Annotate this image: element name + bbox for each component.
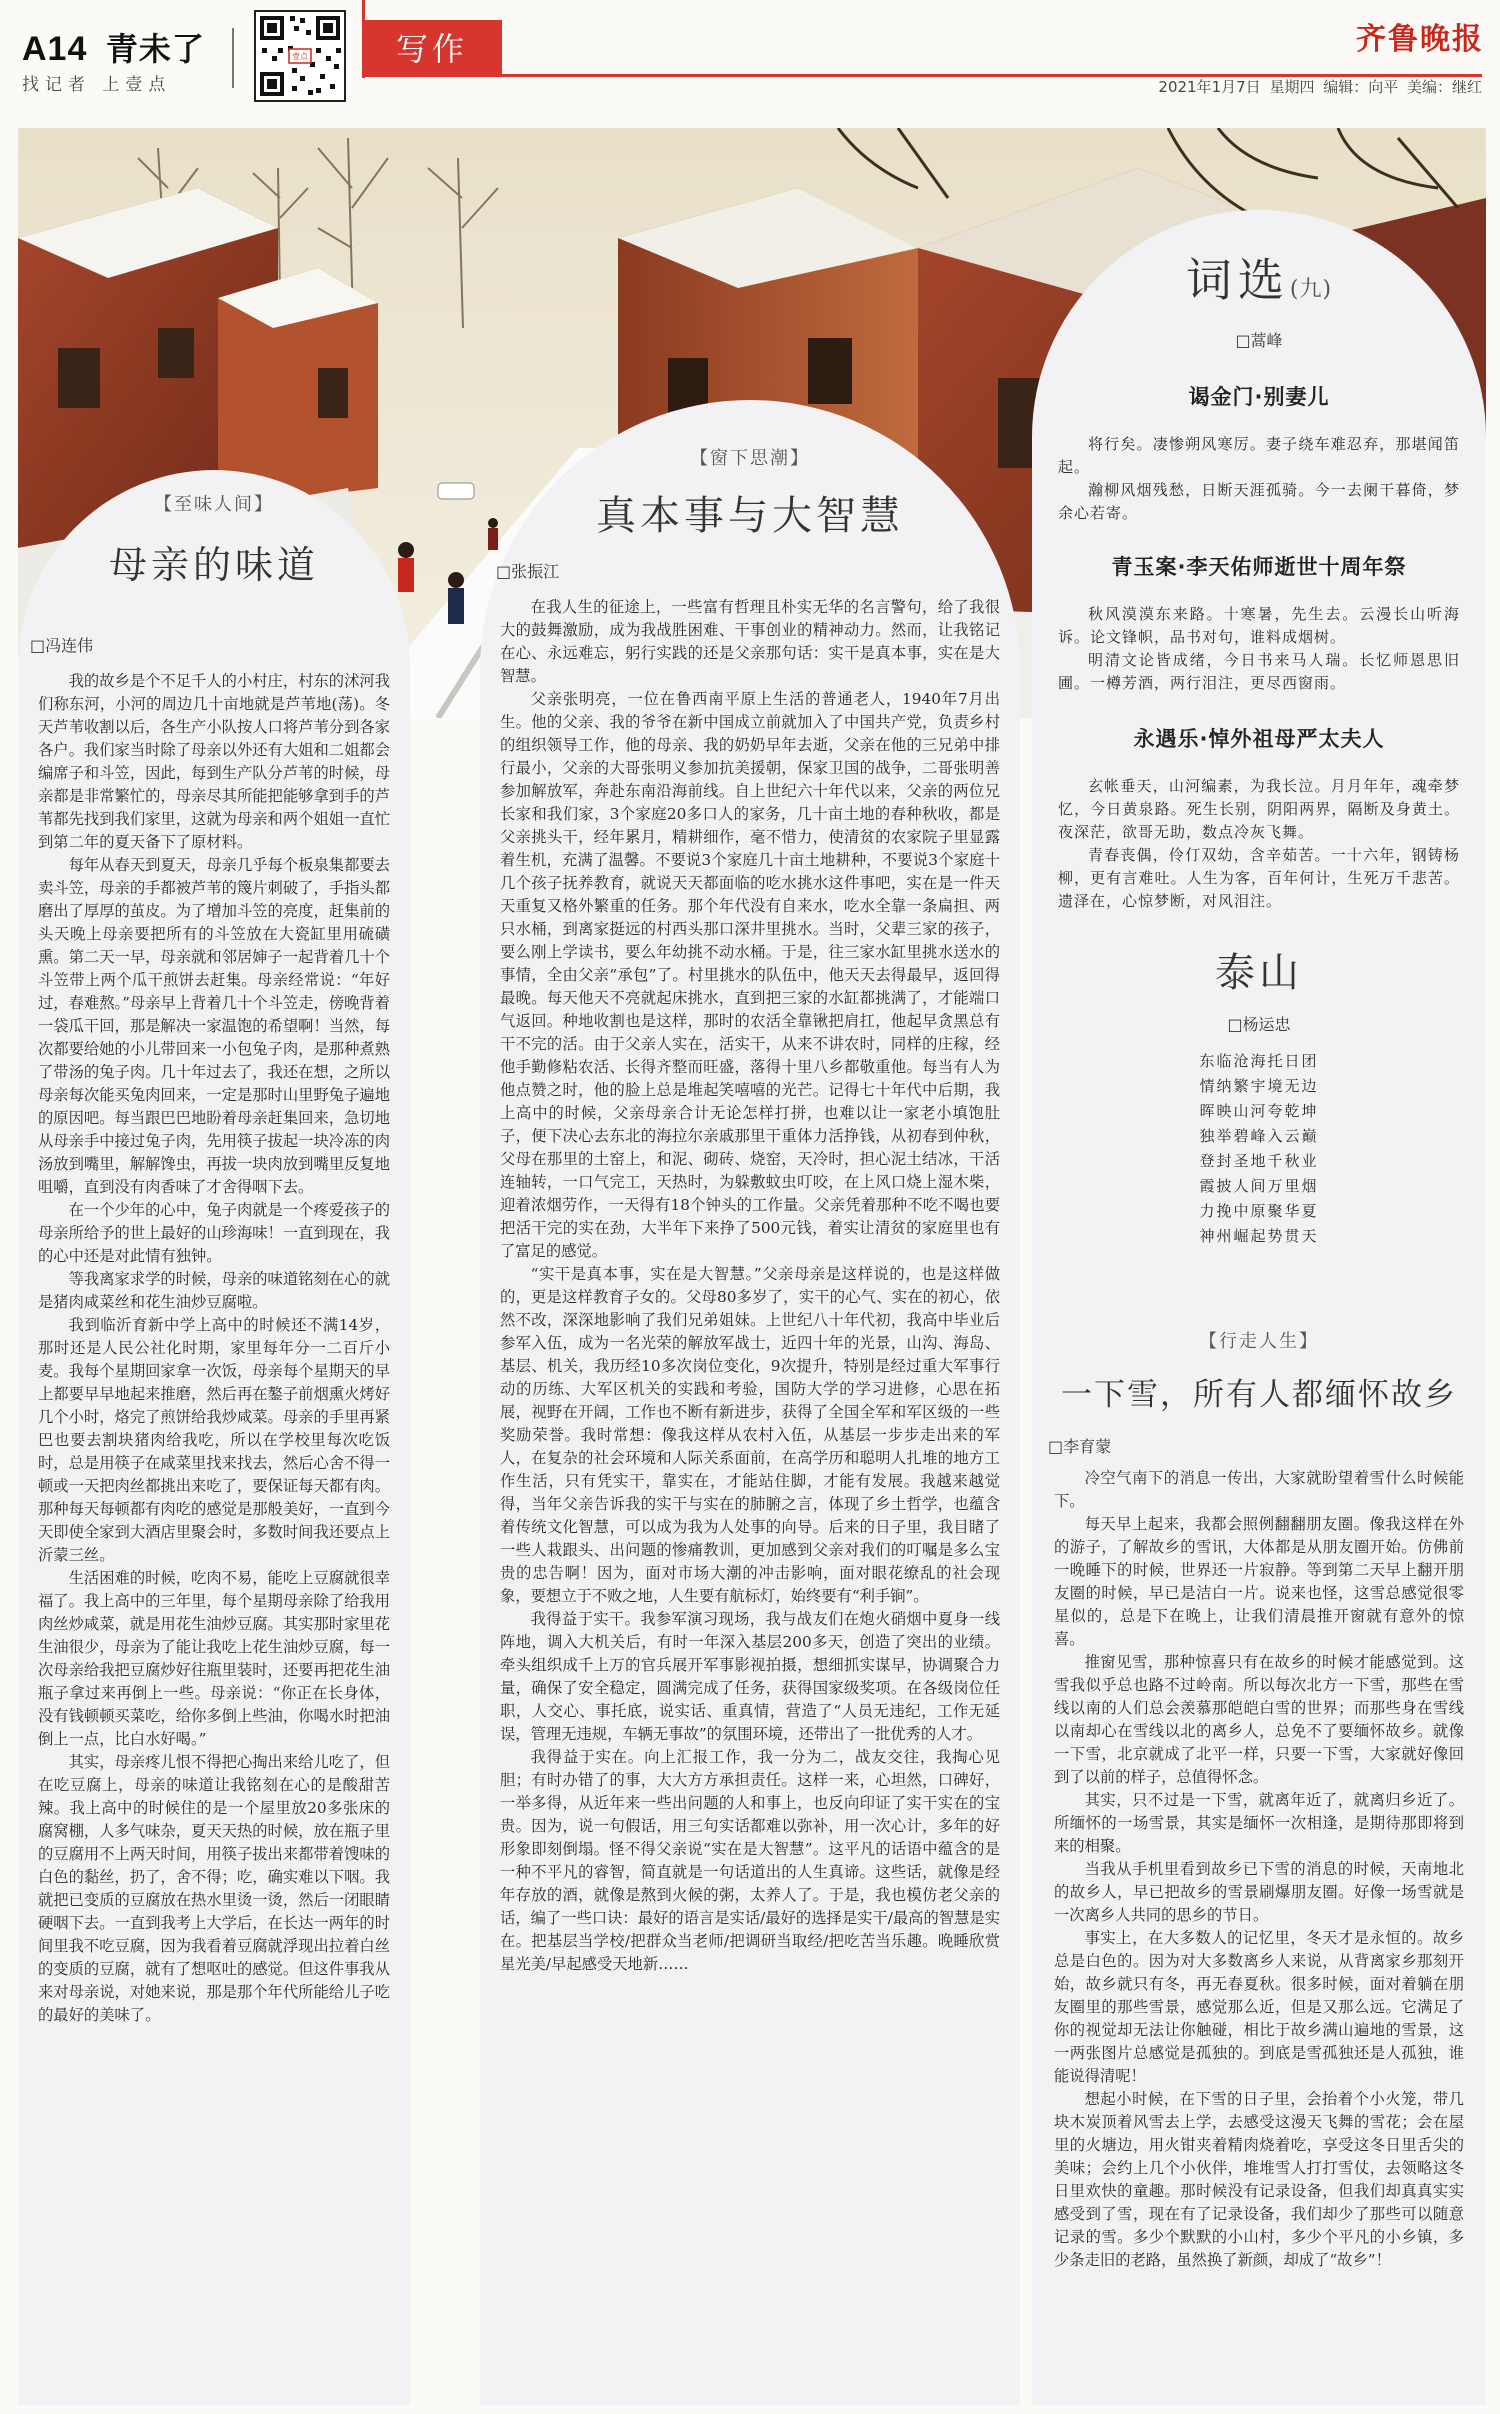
taishan-poem: [1032, 1049, 1486, 1249]
taishan-author: □杨运忠: [1227, 1015, 1291, 1034]
poem-line: 玄帐垂天，山河编素，为我长泣。月月年年，魂牵梦忆，今日黄泉路。死生长别，阴阳两界，隔断及身黄土。夜深茫，欲哥无助，数点冷灰飞舞。: [1058, 777, 1460, 841]
poem-body: [1032, 411, 1486, 525]
paragraph: 每天早上起来，我都会照例翻翻朋友圈。像我这样在外的游子，了解故乡的雪讯，大体都是从朋友圈开始。仿佛前一晚睡下的时候，世界还一片寂静。等到第二天早上翻开朋友圈的时候，早已是洁白一片。说来也怪，这雪总感觉很零星似的，总是下在晚上，让我们清晨推开窗就有意外的惊喜。: [1054, 1515, 1464, 1648]
section-tab-writing[interactable]: 写作: [362, 20, 502, 74]
article-title: 真本事与大智慧: [596, 493, 904, 539]
divider: [232, 28, 234, 88]
article-kicker: 【至味人间】: [154, 494, 274, 515]
ci-title-text: 词选: [1185, 253, 1290, 307]
byline: 找记者 上壹点: [22, 75, 172, 95]
article-kicker: 【行走人生】: [1199, 1331, 1319, 1352]
paragraph: 每年从春天到夏天，母亲几乎每个板泉集都要去卖斗笠，母亲的手都被芦苇的篾片刺破了，手指头都磨出了厚厚的茧皮。为了增加斗笠的亮度，赶集前的头天晚上母亲要把所有的斗笠放在大瓷缸里用硫磺熏。第二天一早，母亲就和邻居婶子一起背着几十个斗笠带上两个瓜干煎饼去赶集。母亲经常说：“年好过，春难熬。”母亲早上背着几十个斗笠走，傍晚背着一袋瓜干回，那是解决一家温饱的希望啊！当然，每次都要给她的小儿带回来一小包兔子肉，是那种煮熟了带汤的兔子肉。几十年过去了，我还在想，之所以母亲每次能买兔肉回来，一定是那时山里野兔子遍地的原因吧。每当跟巴巴地盼着母亲赶集回来，急切地从母亲手中接过兔子肉，先用筷子拔起一块冷冻的肉汤放到嘴里，解解馋虫，再拔一块肉放到嘴里反复地咀嚼，直到没有肉香味了才舍得咽下去。: [38, 856, 390, 1196]
poem-title: 永遇乐·悼外祖母严太夫人: [1133, 727, 1385, 751]
paragraph: 其实，母亲疼儿恨不得把心掏出来给儿吃了，但在吃豆腐上，母亲的味道让我铭刻在心的是酸甜苦辣。我上高中的时候住的是一个屋里放20多张床的腐窝棚，人多气味杂，夏天天热的时候，放在瓶子里的豆腐用不上两天时间，用筷子拔出来都带着馊味的白色的黏丝，扔了，舍不得；吃，确实难以下咽。我就把已变质的豆腐放在热水里烫一烫，然后一闭眼睛硬咽下去。一直到我考上大学后，在长达一两年的时间里我不吃豆腐，因为我看着豆腐就浮现出拉着白丝的变质的豆腐，就有了想呕吐的感觉。但这件事我从来对母亲说，对她来说，那是那个年代所能给儿子吃的最好的美味了。: [38, 1753, 390, 2024]
paragraph: 想起小时候，在下雪的日子里，会抬着个小火笼，带几块木炭顶着风雪去上学，去感受这漫天飞舞的雪花；会在屋里的火塘边，用火钳夹着精肉烧着吃，享受这冬日里舌尖的美味；会约上几个小伙伴，堆堆雪人打打雪仗，去领略这冬日里欢快的童趣。那时候没有记录设备，但我们却真真实实感受到了雪，现在有了记录设备，我们却少了那些可以随意记录的雪。多少个默默的小山村，多少个平凡的小乡镇，多少条走旧的老路，虽然换了新颜，却成了“故乡”！: [1054, 2090, 1464, 2269]
article-real-skill: [480, 400, 1020, 2405]
poem-line: 明清文论皆成绪，今日书来马人瑞。长忆师恩思旧圃。一樽芳酒，两行泪注，更尽西窗雨。: [1058, 651, 1460, 692]
poem-body: [1032, 581, 1486, 695]
article-author: □张振江: [496, 562, 560, 581]
paragraph: 我到临沂育新中学上高中的时候还不满14岁，那时还是人民公社化时期，家里每年分一二百斤小麦。我每个星期回家拿一次饭，母亲每个星期天的早上都要早早地起来推磨，然后再在鏊子前烟熏火烤好几个小时，烙完了煎饼给我炒咸菜。母亲的手里再紧巴也要去割块猪肉给我吃，所以在学校里每次吃饭时，总是用筷子在咸菜里找来找去，然后心舍不得一顿或一天把肉丝都挑出来吃了，要保证每天都有肉。那种每天每顿都有肉吃的感觉是那般美好，一直到今天即使全家到大酒店里聚会时，多数时间我还要点上沂蒙三丝。: [38, 1316, 390, 1564]
poem-body: [1032, 753, 1486, 913]
paragraph: 我得益于实在。向上汇报工作，我一分为二，战友交往，我掏心见胆；有时办错了的事，大大方方承担责任。这样一来，心坦然，口碑好，一举多得，从近年来一些出问题的人和事上，也反向印证了实干实在的宝贵。因为，说一句假话，用三句实话都难以弥补，用一次心计，多年的好形象即刻倒塌。怪不得父亲说“实在是大智慧”。这平凡的话语中蕴含的是一种不平凡的睿智，简直就是一句话道出的人生真谛。这些话，就像是经年存放的酒，就像是熬到火候的粥，太养人了。于是，我也模仿老父亲的话，编了一些口诀：最好的语言是实话/最好的选择是实干/最高的智慧是实在。把基层当学校/把群众当老师/把调研当取经/把吃苦当乐趣。晚睡欣赏星光美/早起感受天地新……: [500, 1748, 1000, 1973]
article-body: [1032, 1457, 1486, 2272]
dateline: 2021年1月7日 星期四 编辑：向平 美编：继红: [1158, 78, 1482, 96]
paragraph: 推窗见雪，那种惊喜只有在故乡的时候才能感觉到。这雪我似乎总也路不过岭南。所以每次北方一下雪，那些在雪线以南的人们总会羡慕那皑皑白雪的世界；而那些身在雪线以南却心在雪线以北的离乡人，总免不了要缅怀故乡。就像一下雪，北京就成了北平一样，只要一下雪，大家就好像回到了以前的样子，总值得怀念。: [1054, 1653, 1464, 1786]
paragraph: 其实，只不过是一下雪，就离年近了，就离归乡近了。所缅怀的一场雪景，其实是缅怀一次相逢，是期待那即将到来的相聚。: [1054, 1791, 1464, 1855]
poem-line: 力挽中原聚华夏: [1199, 1202, 1319, 1220]
poem-line: 独举碧峰入云巅: [1199, 1127, 1319, 1145]
right-column: [1032, 210, 1486, 2405]
ci-author: □蒿峰: [1235, 331, 1283, 350]
poem-line: 东临沧海托日团: [1199, 1052, 1319, 1070]
qr-caption: 壹点: [292, 52, 308, 61]
poem-line: 将行矣。凄惨朔风寒厉。妻子绕车难忍弃，那堪闻笛起。: [1058, 435, 1460, 476]
paragraph: 我的故乡是个不足千人的小村庄，村东的沭河我们称东河，小河的周边几十亩地就是芦苇地(荡)。冬天芦苇收割以后，各生产小队按人口将芦苇分到各家各户。我们家当时除了母亲以外还有大姐和二姐都会编席子和斗笠，因此，每到生产队分芦苇的时候，母亲都是非常繁忙的，母亲尽其所能把能够拿到手的芦苇都先找到我们家里，这就为母亲和两个姐姐一直忙到第二年的夏天备下了原材料。: [38, 672, 390, 851]
newspaper-logo: 齐鲁晚报: [1356, 22, 1484, 57]
poem-title: 谒金门·别妻儿: [1188, 385, 1330, 409]
paragraph: 等我离家求学的时候，母亲的味道铭刻在心的就是猪肉咸菜丝和花生油炒豆腐啦。: [38, 1270, 390, 1311]
article-author: □冯连伟: [30, 636, 94, 655]
article-title: 一下雪，所有人都缅怀故乡: [1061, 1377, 1457, 1413]
poem-line: 秋风漠漠东来路。十寒暑，先生去。云漫长山听海诉。论文锋帜，品书对句，谁料成烟树。: [1058, 605, 1460, 646]
article-kicker: 【窗下思潮】: [690, 448, 810, 469]
paragraph: 事实上，在大多数人的记忆里，冬天才是永恒的。故乡总是白色的。因为对大多数离乡人来说，从背离家乡那刻开始，故乡就只有冬，再无春夏秋。很多时候，面对着躺在朋友圈里的那些雪景，感觉那么近，但是又那么远。它满足了你的视觉却无法让你触碰，相比于故乡满山遍地的雪景，这一两张图片总感觉是孤独的。到底是雪孤独还是人孤独，谁能说得清呢！: [1054, 1929, 1464, 2085]
paragraph: 生活困难的时候，吃肉不易，能吃上豆腐就很幸福了。我上高中的三年里，每个星期母亲除了给我用肉丝炒咸菜，就是用花生油炒豆腐。其实那时家里花生油很少，母亲为了能让我吃上花生油炒豆腐，每一次母亲给我把豆腐炒好往瓶里装时，还要再把花生油瓶子拿过来再倒上一些。母亲说：“你正在长身体，没有钱顿顿买菜吃，给你多倒上些油，你喝水时把油倒上一点，比白水好喝。”: [38, 1569, 390, 1748]
qr-code[interactable]: [254, 10, 346, 102]
taishan-title: 泰山: [1215, 950, 1303, 996]
poem-line: 瀚柳风烟残愁，日断天涯孤骑。今一去阑干暮倚，梦余心若寄。: [1058, 481, 1460, 522]
page-number: A14 青未了: [22, 30, 205, 68]
poem-line: 晖映山河夸乾坤: [1199, 1102, 1319, 1120]
poem-title: 青玉案·李天佑师逝世十周年祭: [1111, 555, 1407, 579]
paragraph: “实干是真本事，实在是大智慧。”父亲母亲是这样说的，也是这样做的，更是这样教育子女的。父母80多岁了，实干的心气、实在的初心，依然不改，深深地影响了我们兄弟姐妹。上世纪八十年代初，我高中毕业后参军入伍，成为一名光荣的解放军战士，近四十年的光景，山沟、海岛、基层、机关，我历经10多次岗位变化，9次提升，特别是经过重大军事行动的历练、大军区机关的实践和考验，国防大学的学习进修，心思在拓展，视野在开阔，工作也不断有新进步，获得了全国全军和军区级的一些奖励荣誉。我时常想：像我这样从农村入伍，从基层一步步走出来的军人，在复杂的社会环境和人际关系面前，在高学历和聪明人扎堆的地方工作生活，只有凭实干，靠实在，才能站住脚，才能有发展。我越来越觉得，当年父亲告诉我的实干与实在的肺腑之言，体现了乡土哲学，也蕴含着传统文化智慧，可以成为我为人处事的向导。后来的日子里，我目睹了一些人栽跟头、出问题的惨痛教训，更加感到父亲对我们的叮嘱是多么宝贵的忠告啊！因为，面对市场大潮的冲击影响，面对眼花缭乱的社会现象，要想立于不败之地，人生要有航标灯，始终要有“利手锏”。: [500, 1265, 1000, 1605]
ci-title-suffix: (九): [1289, 277, 1333, 302]
paragraph: 在我人生的征途上，一些富有哲理且朴实无华的名言警句，给了我很大的鼓舞激励，成为我战胜困难、干事创业的精神动力。然而，让我铭记在心、永远难忘，躬行实践的还是父亲那句话：实干是真本事，实在是大智慧。: [500, 598, 1000, 685]
paragraph: 我得益于实干。我参军演习现场，我与战友们在炮火硝烟中夏身一线阵地，调入大机关后，有时一年深入基层200多天，创造了突出的业绩。牵头组织成千上万的官兵展开军事影视拍摄，想细抓实谋早，协调聚合力量，确保了安全稳定，圆满完成了任务，获得国家级奖项。在各级岗位任职，人交心、事托底，说实话、重真情，营造了“人员无违纪，工作无延误，管理无违规，车辆无事故”的氛围环境，还带出了一批优秀的人才。: [500, 1610, 1000, 1743]
article-body: [480, 582, 1020, 1976]
article-mother-taste: [18, 470, 410, 2405]
ci-selection-title: [1032, 244, 1486, 310]
poem-line: 青春丧偶，伶仃双幼，含辛茹苦。一十六年，钢铸杨柳，更有言难吐。人生为客，百年何计，生死万千悲苦。遗泽在，心惊梦断，对风泪注。: [1058, 846, 1460, 910]
poem-line: 情纳繁宇境无边: [1199, 1077, 1319, 1095]
paragraph: 当我从手机里看到故乡已下雪的消息的时候，天南地北的故乡人，早已把故乡的雪景刷爆朋友圈。好像一场雪就是一次离乡人共同的思乡的节日。: [1054, 1860, 1464, 1924]
article-title: 母亲的味道: [108, 543, 319, 587]
poem-line: 登封圣地千秋业: [1199, 1152, 1319, 1170]
section-name: 青未了: [105, 30, 205, 68]
poem-line: 神州崛起势贯天: [1199, 1227, 1319, 1245]
article-author: □李育蒙: [1048, 1437, 1112, 1456]
paragraph: 在一个少年的心中，兔子肉就是一个疼爱孩子的母亲所给予的世上最好的山珍海味！一直到现在，我的心中还是对此情有独钟。: [38, 1201, 390, 1265]
article-body: [18, 656, 410, 2027]
masthead: [0, 0, 1500, 120]
paragraph: 父亲张明亮，一位在鲁西南平原上生活的普通老人，1940年7月出生。他的父亲、我的爷爷在新中国成立前就加入了中国共产党，负责乡村的组织领导工作，他的母亲、我的奶奶早年去逝，父亲在他的三兄弟中排行最小，父亲的大哥张明义参加抗美援朝，保家卫国的战争，二哥张明善参加解放军，奔赴东南沿海前线。自上世纪六十年代以来，父亲的两位兄长家和我们家，3个家庭20多口人的家务，几十亩土地的春种秋收，都是父亲挑头干，经年累月，精耕细作，毫不惜力，使清贫的农家院子里显露着生机，充满了温馨。不要说3个家庭几十亩土地耕种，不要说3个家庭十几个孩子抚养教育，就说天天都面临的吃水挑水这件事吧，实在是一件天天重复又格外繁重的任务。那个年代没有自来水，吃水全靠一条扁担、两只水桶，到离家挺远的村西头那口深井里挑水。当时，父辈三家的孩子，要么刚上学读书，要么年幼挑不动水桶。于是，往三家水缸里挑水送水的事情，全由父亲“承包”了。村里挑水的队伍中，他天天去得最早，返回得最晚。每天他天不亮就起床挑水，直到把三家的水缸都挑满了，才能端口气返回。种地收割也是这样，那时的农活全靠锹把肩扛，他起早贪黑总有干不完的活。由于父亲人实在，活实干，从来不讲农时，同样的庄稼，经他手勤修粘农活、长得齐整而旺盛，落得十里八乡都敬重他。每当有人为他点赞之时，他的脸上总是堆起笑嘻嘻的光芒。记得七十年代中后期，我上高中的时候，父亲母亲合计无论怎样打拼，也难以让一家老小填饱肚子，便下决心去东北的海拉尔亲戚那里干重体力活挣钱，从初春到仲秋，父母在那里的土窑上，和泥、砌砖、烧窑，天冷时，担心泥土结冰，干活连轴转，一口气完工，天热时，为躲敷蚊虫叮咬，在上风口烧上湿木柴，迎着浓烟劳作，一天得有18个钟头的工作量。父亲凭着那种不吃不喝也要把活干完的实在劲，大半年下来挣了500元钱，着实让清贫的家庭里也有了富足的感觉。: [500, 690, 1000, 1260]
poem-line: 霞披人间万里烟: [1199, 1177, 1319, 1195]
paragraph: 冷空气南下的消息一传出，大家就盼望着雪什么时候能下。: [1054, 1469, 1464, 1510]
